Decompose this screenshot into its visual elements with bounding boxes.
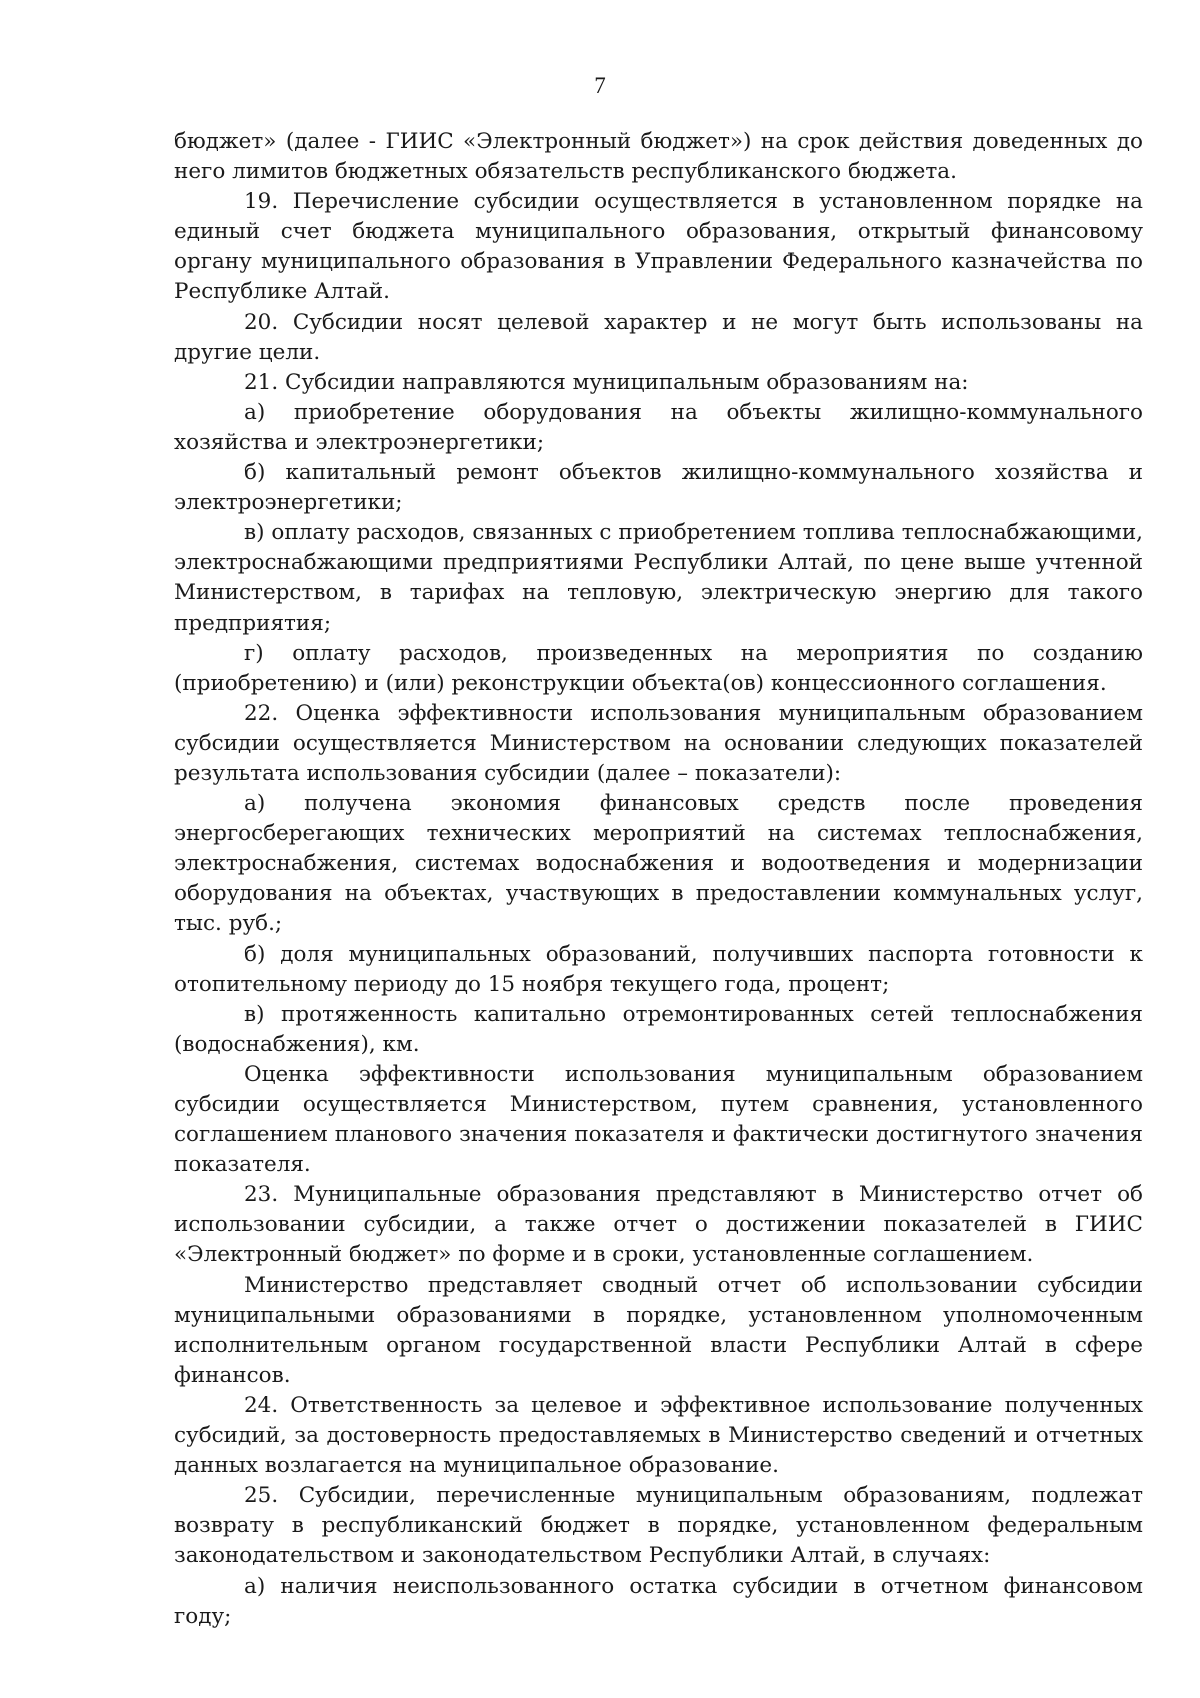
paragraph-ministry-summary: Министерство представляет сводный отчет об использовании субсидии муниципальными образованиями в порядке, установленном уполномоченным исполнительным органом государственной власти Республики Алтай в сфере финансов.: [174, 1272, 1143, 1388]
paragraph-22v-length: в) протяженность капитально отремонтированных сетей теплоснабжения (водоснабжения), км.: [174, 1001, 1143, 1057]
document-body: [174, 127, 1143, 1632]
paragraph-budget-continuation: бюджет» (далее - ГИИС «Электронный бюджет») на срок действия доведенных до него лимитов бюджетных обязательств республиканского бюджета.: [174, 129, 1143, 185]
paragraph-25-return: 25. Субсидии, перечисленные муниципальным образованиям, подлежат возврату в республиканский бюджет в порядке, установленном федеральным законодательством и законодательством Республики Алтай, в случаях:: [174, 1483, 1143, 1569]
page-number: 7: [594, 73, 606, 98]
paragraph-21-directions: 21. Субсидии направляются муниципальным образованиям на:: [244, 369, 969, 395]
paragraph-22a-savings: а) получена экономия финансовых средств после проведения энергосберегающих технических мероприятий на системах теплоснабжения, электроснабжения, системах водоснабжения и водоотведения и модернизации оборудования на объектах, участвующих в предоставлении коммунальных услуг, тыс. руб.;: [174, 791, 1143, 937]
paragraph-21g-concession: г) оплату расходов, произведенных на мероприятия по созданию (приобретению) и (или) реконструкции объекта(ов) концессионного соглашения.: [174, 640, 1143, 696]
paragraph-22-efficiency: 22. Оценка эффективности использования муниципальным образованием субсидии осуществляется Министерством на основании следующих показателей результата использования субсидии (далее – показатели):: [174, 700, 1143, 786]
paragraph-efficiency-assessment: Оценка эффективности использования муниципальным образованием субсидии осуществляется Министерством, путем сравнения, установленного соглашением планового значения показателя и фактически достигнутого значения показателя.: [174, 1061, 1143, 1178]
paragraph-24-responsibility: 24. Ответственность за целевое и эффективное использование полученных субсидий, за достоверность предоставляемых в Министерство сведений и отчетных данных возлагается на муниципальное образование.: [174, 1392, 1143, 1479]
paragraph-25a-unused-balance: а) наличия неиспользованного остатка субсидии в отчетном финансовом году;: [174, 1573, 1143, 1629]
paragraph-22b-share: б) доля муниципальных образований, получивших паспорта готовности к отопительному периоду до 15 ноября текущего года, процент;: [174, 941, 1143, 997]
paragraph-23-reports: 23. Муниципальные образования представляют в Министерство отчет об использовании субсидии, а также отчет о достижении показателей в ГИИС «Электронный бюджет» по форме и в сроки, установленные соглашением.: [174, 1182, 1143, 1268]
paragraph-20-purpose: 20. Субсидии носят целевой характер и не могут быть использованы на другие цели.: [174, 309, 1143, 365]
paragraph-21b-repair: б) капитальный ремонт объектов жилищно-коммунального хозяйства и электроэнергетики;: [174, 460, 1143, 516]
paragraph-21v-fuel: в) оплату расходов, связанных с приобретением топлива теплоснабжающими, электроснабжающими предприятиями Республики Алтай, по цене выше учтенной Министерством, в тарифах на тепловую, электрическую энергию для такого предприятия;: [174, 520, 1143, 636]
paragraph-19-transfer: 19. Перечисление субсидии осуществляется в установленном порядке на единый счет бюджета муниципального образования, открытый финансовому органу муниципального образования в Управлении Федерального казначейства по Республике Алтай.: [174, 189, 1143, 305]
paragraph-21a-equipment: а) приобретение оборудования на объекты жилищно-коммунального хозяйства и электроэнергетики;: [174, 399, 1143, 455]
